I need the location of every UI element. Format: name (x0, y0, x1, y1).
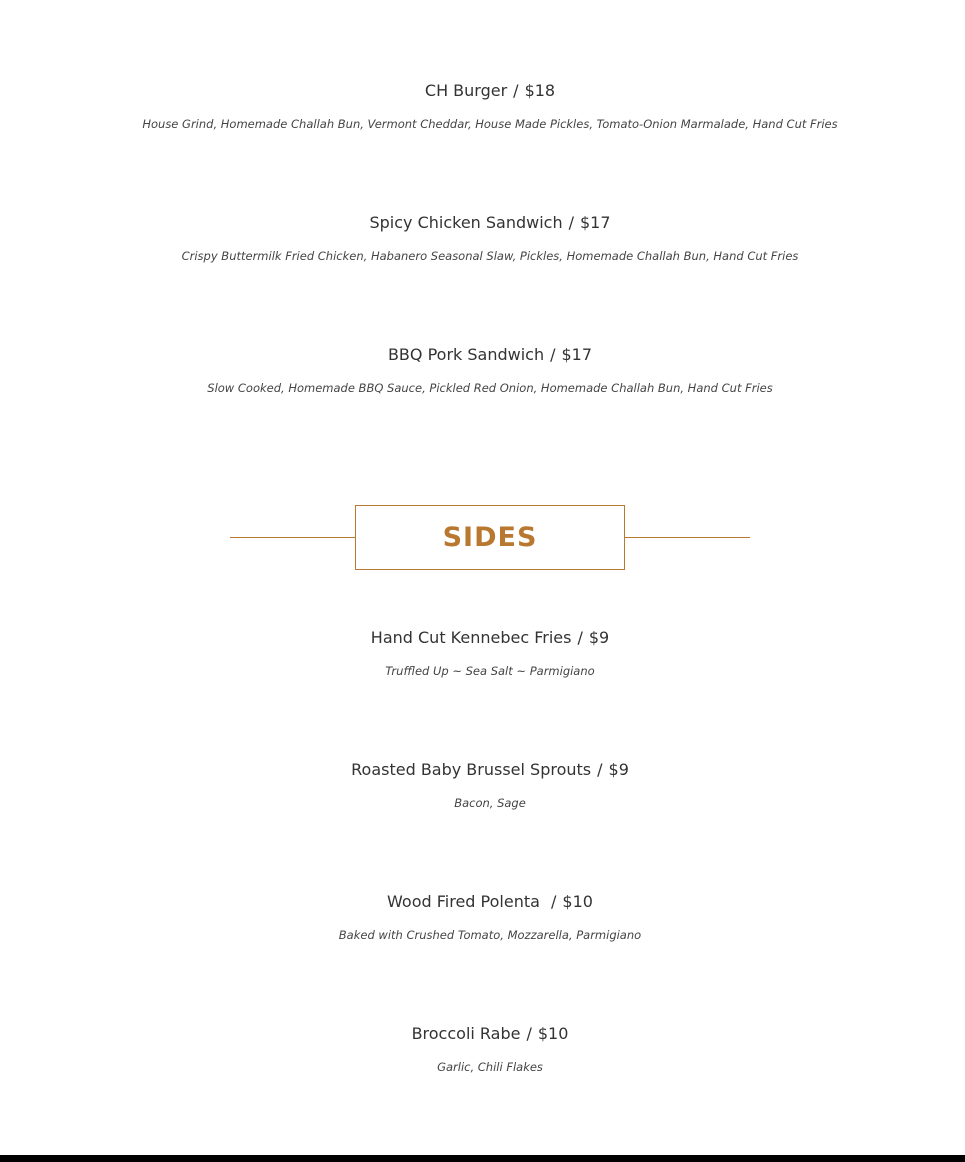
menu-item-price: $10 (562, 892, 593, 911)
menu-item-description: Bacon, Sage (454, 796, 526, 810)
menu-item-name: Broccoli Rabe (411, 1024, 521, 1043)
menu-item-name: Wood Fired Polenta (387, 892, 546, 911)
menu-item-title (0, 1024, 965, 1043)
divider-left (230, 537, 355, 538)
section-header-sides (0, 505, 965, 570)
menu-item-description: Baked with Crushed Tomato, Mozzarella, Parmigiano (338, 928, 642, 942)
menu-item-price: $9 (588, 628, 610, 647)
menu-item-price: $17 (561, 345, 593, 364)
menu-item-price: $10 (537, 1024, 569, 1043)
price-separator: / (513, 81, 519, 100)
price-separator: / (550, 345, 556, 364)
menu-item-description: Truffled Up ~ Sea Salt ~ Parmigiano (385, 664, 595, 678)
menu-item-title (0, 628, 965, 647)
menu-item-price: $9 (608, 760, 629, 779)
menu-item-name: CH Burger (424, 81, 508, 100)
menu-item-price: $18 (524, 81, 556, 100)
menu-item-description: Slow Cooked, Homemade BBQ Sauce, Pickled Red Onion, Homemade Challah Bun, Hand Cut Fries (207, 381, 773, 395)
menu-item-price: $17 (580, 213, 611, 232)
section-title-box (355, 505, 625, 570)
divider-right (625, 537, 750, 538)
menu-item-name: Spicy Chicken Sandwich (369, 213, 563, 232)
menu-item-description: House Grind, Homemade Challah Bun, Vermont Cheddar, House Made Pickles, Tomato-Onion Marmalade, Hand Cut Fries (142, 117, 838, 131)
price-separator: / (526, 1024, 532, 1043)
menu-item-description: Garlic, Chili Flakes (437, 1060, 543, 1074)
footer-bar (0, 1155, 965, 1162)
price-separator: / (577, 628, 583, 647)
price-separator: / (551, 892, 557, 911)
menu-item-title (0, 213, 965, 232)
menu-item-description: Crispy Buttermilk Fried Chicken, Habanero Seasonal Slaw, Pickles, Homemade Challah Bun, Hand Cut Fries (181, 249, 799, 263)
price-separator: / (597, 760, 603, 779)
section-title: SIDES (442, 522, 538, 553)
price-separator: / (568, 213, 574, 232)
menu-item-title (0, 81, 965, 100)
menu-item-name: BBQ Pork Sandwich (387, 345, 545, 364)
menu-item-title (0, 345, 965, 364)
menu-item-title (0, 892, 965, 911)
menu-item-name: Roasted Baby Brussel Sprouts (351, 760, 592, 779)
menu-item-name: Hand Cut Kennebec Fries (370, 628, 572, 647)
menu-item-title (0, 760, 965, 779)
